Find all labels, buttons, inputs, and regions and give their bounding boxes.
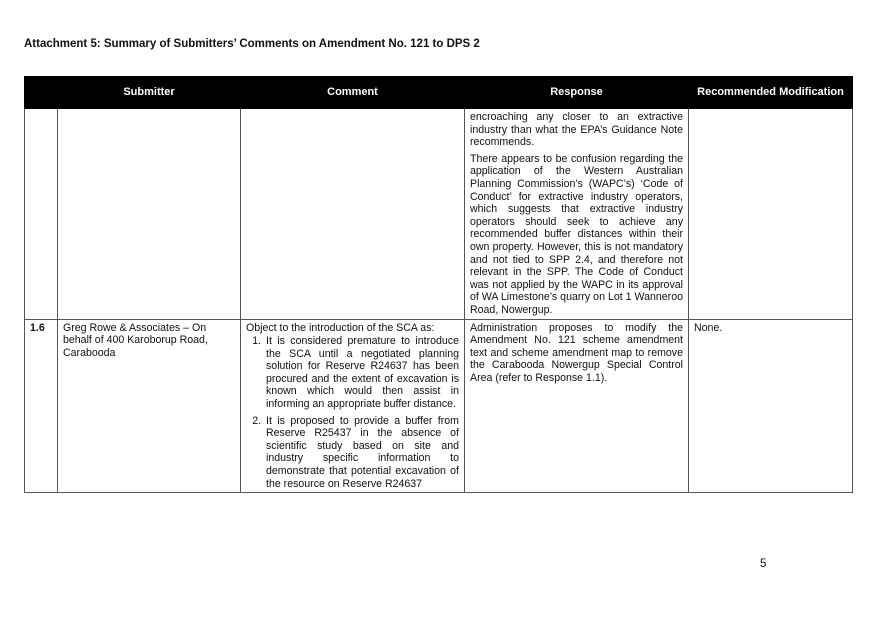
submissions-table (24, 76, 853, 493)
document-title: Attachment 5: Summary of Submitters’ Comments on Amendment No. 121 to DPS 2 (24, 38, 480, 50)
cell-submitter (58, 109, 241, 320)
header-response: Response (465, 77, 689, 109)
comment-cell (241, 319, 465, 493)
table-row-1-6 (25, 319, 853, 493)
submission-number: 1.6 (25, 319, 58, 493)
table-row-continued (25, 109, 853, 320)
table-header-row (25, 77, 853, 109)
comment-list (246, 335, 459, 490)
header-number (25, 77, 58, 109)
header-submitter: Submitter (58, 77, 241, 109)
comment-intro: Object to the introduction of the SCA as: (246, 321, 435, 334)
comment-item: 2. It is proposed to provide a buffer from Reserve R25437 in the absence of scientific study based on site and industry specific information to demonstrate that potential excavation of the resource on Reserve R24637 (264, 415, 459, 491)
submitter-name: Greg Rowe & Associates – On behalf of 400 Karoborup Road, Carabooda (58, 319, 241, 493)
cell-response (465, 109, 689, 320)
response-paragraph: There appears to be confusion regarding the application of the Western Australian Planning Commission’s (WAPC’s) ‘Code of Conduct’ for extractive industry operators, which suggests that extractive industry operators should seek to achieve any recommended buffer distances within their own property. However, this is not mandatory and not tied to SPP 2.4, and therefore not relevant in the SPP. The Code of Conduct was not applied by the WAPC in its approval of WA Limestone’s quarry on Lot 1 Wanneroo Road, Nowergup. (470, 152, 683, 316)
recommended-modification: None. (689, 319, 853, 493)
cell-number (25, 109, 58, 320)
cell-comment (241, 109, 465, 320)
comment-item: 1. It is considered premature to introduce the SCA until a negotiated planning solution for Reserve R24637 has been procured and the extent of excavation is known which would then assist in informing an appropriate buffer distance. (264, 335, 459, 411)
header-comment: Comment (241, 77, 465, 109)
header-recommended-modification: Recommended Modification (689, 77, 853, 109)
response-cell: Administration proposes to modify the Amendment No. 121 scheme amendment text and scheme amendment map to remove the Carabooda Nowergup Special Control Area (refer to Response 1.1). (465, 319, 689, 493)
response-paragraph: encroaching any closer to an extractive industry than what the EPA’s Guidance Note recommends. (470, 111, 683, 149)
cell-modification (689, 109, 853, 320)
page-number: 5 (760, 558, 767, 570)
